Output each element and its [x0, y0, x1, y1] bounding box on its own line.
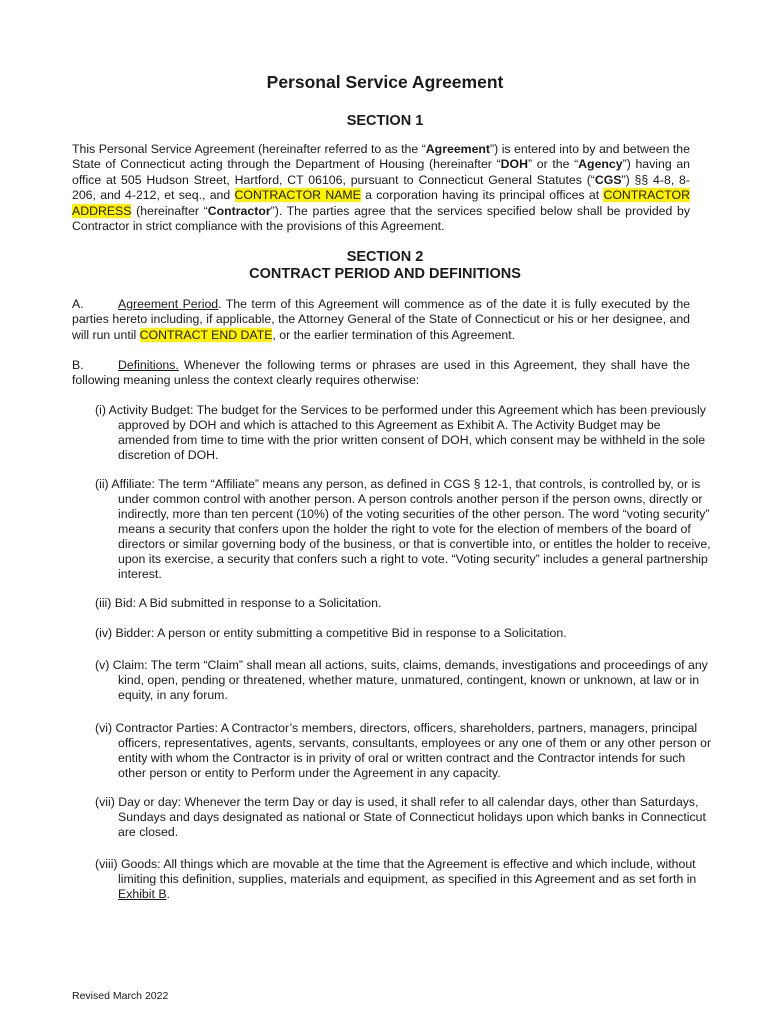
paragraph-letter: A.	[72, 297, 84, 311]
paragraph-letter: B.	[72, 358, 84, 372]
section-2-heading: SECTION 2	[346, 249, 424, 265]
term-contractor: Contractor	[207, 203, 271, 218]
definition-item: (iii) Bid: A Bid submitted in response to a Solicitation.	[95, 596, 382, 610]
text-span: Whenever the following terms or phrases are used in this Agreement, they shall have the following meaning unless the context clearly requires otherwise:	[72, 358, 690, 388]
text-span: . The term of this Agreement will commence as of the date it is fully executed by the parties hereto including, if applicable, the Attorney General of the State of Connecticut or his or her designee, and will run until	[72, 297, 690, 342]
definition-item: (iv) Bidder: A person or entity submitting a competitive Bid in response to a Solicitation.	[95, 626, 567, 640]
term-cgs: CGS	[594, 172, 622, 187]
definition-item: (ii) Affiliate: The term “Affiliate” means any person, as defined in CGS § 12-1, that controls, is controlled by, or is under common control with another person. A person controls another person if the person owns, directly or indirectly, more than ten percent (10%) of the voting securities of the other person. The word “voting security” means a security that confers upon the holder the right to vote for the election of members of the board of directors or similar governing body of the business, or that is convertible into, or entitles the holder to receive, upon its exercise, a security that confers such a right to vote. “Voting security” includes a general partnership interest.	[95, 477, 711, 581]
contract-end-date-field[interactable]: CONTRACT END DATE	[139, 327, 273, 342]
section-2-subheading: CONTRACT PERIOD AND DEFINITIONS	[249, 266, 521, 282]
text-span: ”) §§ 4-8, 8-206, and 4-212, et seq., and	[72, 172, 690, 203]
text-span: , or the earlier termination of this Agreement.	[272, 327, 516, 342]
exhibit-b-reference: Exhibit B	[118, 887, 167, 901]
paragraph-title: Definitions.	[118, 358, 179, 372]
text-span: ”) having an office at 505 Hudson Street, Hartford, CT 06106, pursuant to Connecticut General Statutes (“	[72, 157, 691, 187]
contractor-name-field[interactable]: CONTRACTOR NAME	[234, 188, 361, 203]
term-agency: Agency	[578, 157, 623, 172]
text-span: ”) is entered into by and between the State of Connecticut acting through the Department of Housing (hereinafter “	[72, 142, 690, 172]
text-span: (hereinafter “	[131, 203, 208, 218]
text-span: (viii) Goods: All things which are movable at the time that the Agreement is effective and which include, without limiting this definition, supplies, materials and equipment, as specified in this Agreement and as set forth in	[95, 857, 697, 886]
text-span: This Personal Service Agreement (hereinafter referred to as the “	[72, 142, 426, 156]
term-agreement: Agreement	[425, 142, 491, 156]
text-span: ” or the “	[527, 157, 579, 172]
definition-item: (vii) Day or day: Whenever the term Day or day is used, it shall refer to all calendar days, other than Saturdays, Sundays and days designated as national or State of Connecticut holidays upon which banks in Connecticut are closed.	[95, 795, 706, 839]
text-span: a corporation having its principal offices at	[360, 188, 604, 203]
definition-item: (v) Claim: The term “Claim” shall mean all actions, suits, claims, demands, investigations and proceedings of any kind, open, pending or threatened, whether mature, unmatured, contingent, known or unknown, at law or in equity, in any forum.	[95, 658, 708, 702]
definition-item: (vi) Contractor Parties: A Contractor’s members, directors, officers, shareholders, partners, managers, principal officers, representatives, agents, servants, consultants, employees or any one of them or any other person or entity with whom the Contractor is in privity of oral or written contract and the Contractor intends for such other person or entity to Perform under the Agreement in any capacity.	[95, 721, 712, 780]
definition-item: (i) Activity Budget: The budget for the Services to be performed under this Agreement which has been previously approved by DOH and which is attached to this Agreement as Exhibit A. The Activity Budget may be amended from time to time with the prior written consent of DOH, which consent may be withheld in the sole discretion of DOH.	[95, 403, 706, 462]
definition-item	[95, 857, 713, 902]
text-span: .	[166, 887, 170, 901]
paragraph-title: Agreement Period	[118, 297, 219, 311]
paragraph-a-agreement-period	[72, 297, 690, 343]
section-1-paragraph	[72, 142, 690, 234]
term-doh: DOH	[500, 157, 528, 172]
document-title: Personal Service Agreement	[266, 72, 504, 92]
contractor-address-field[interactable]: CONTRACTOR ADDRESS	[72, 188, 690, 218]
footer-revision: Revised March 2022	[72, 990, 169, 1002]
text-span: ”). The parties agree that the services specified below shall be provided by Contractor in strict compliance with the provisions of this Agreement.	[72, 203, 690, 234]
section-1-heading: SECTION 1	[346, 113, 424, 129]
paragraph-b-definitions	[72, 358, 690, 389]
